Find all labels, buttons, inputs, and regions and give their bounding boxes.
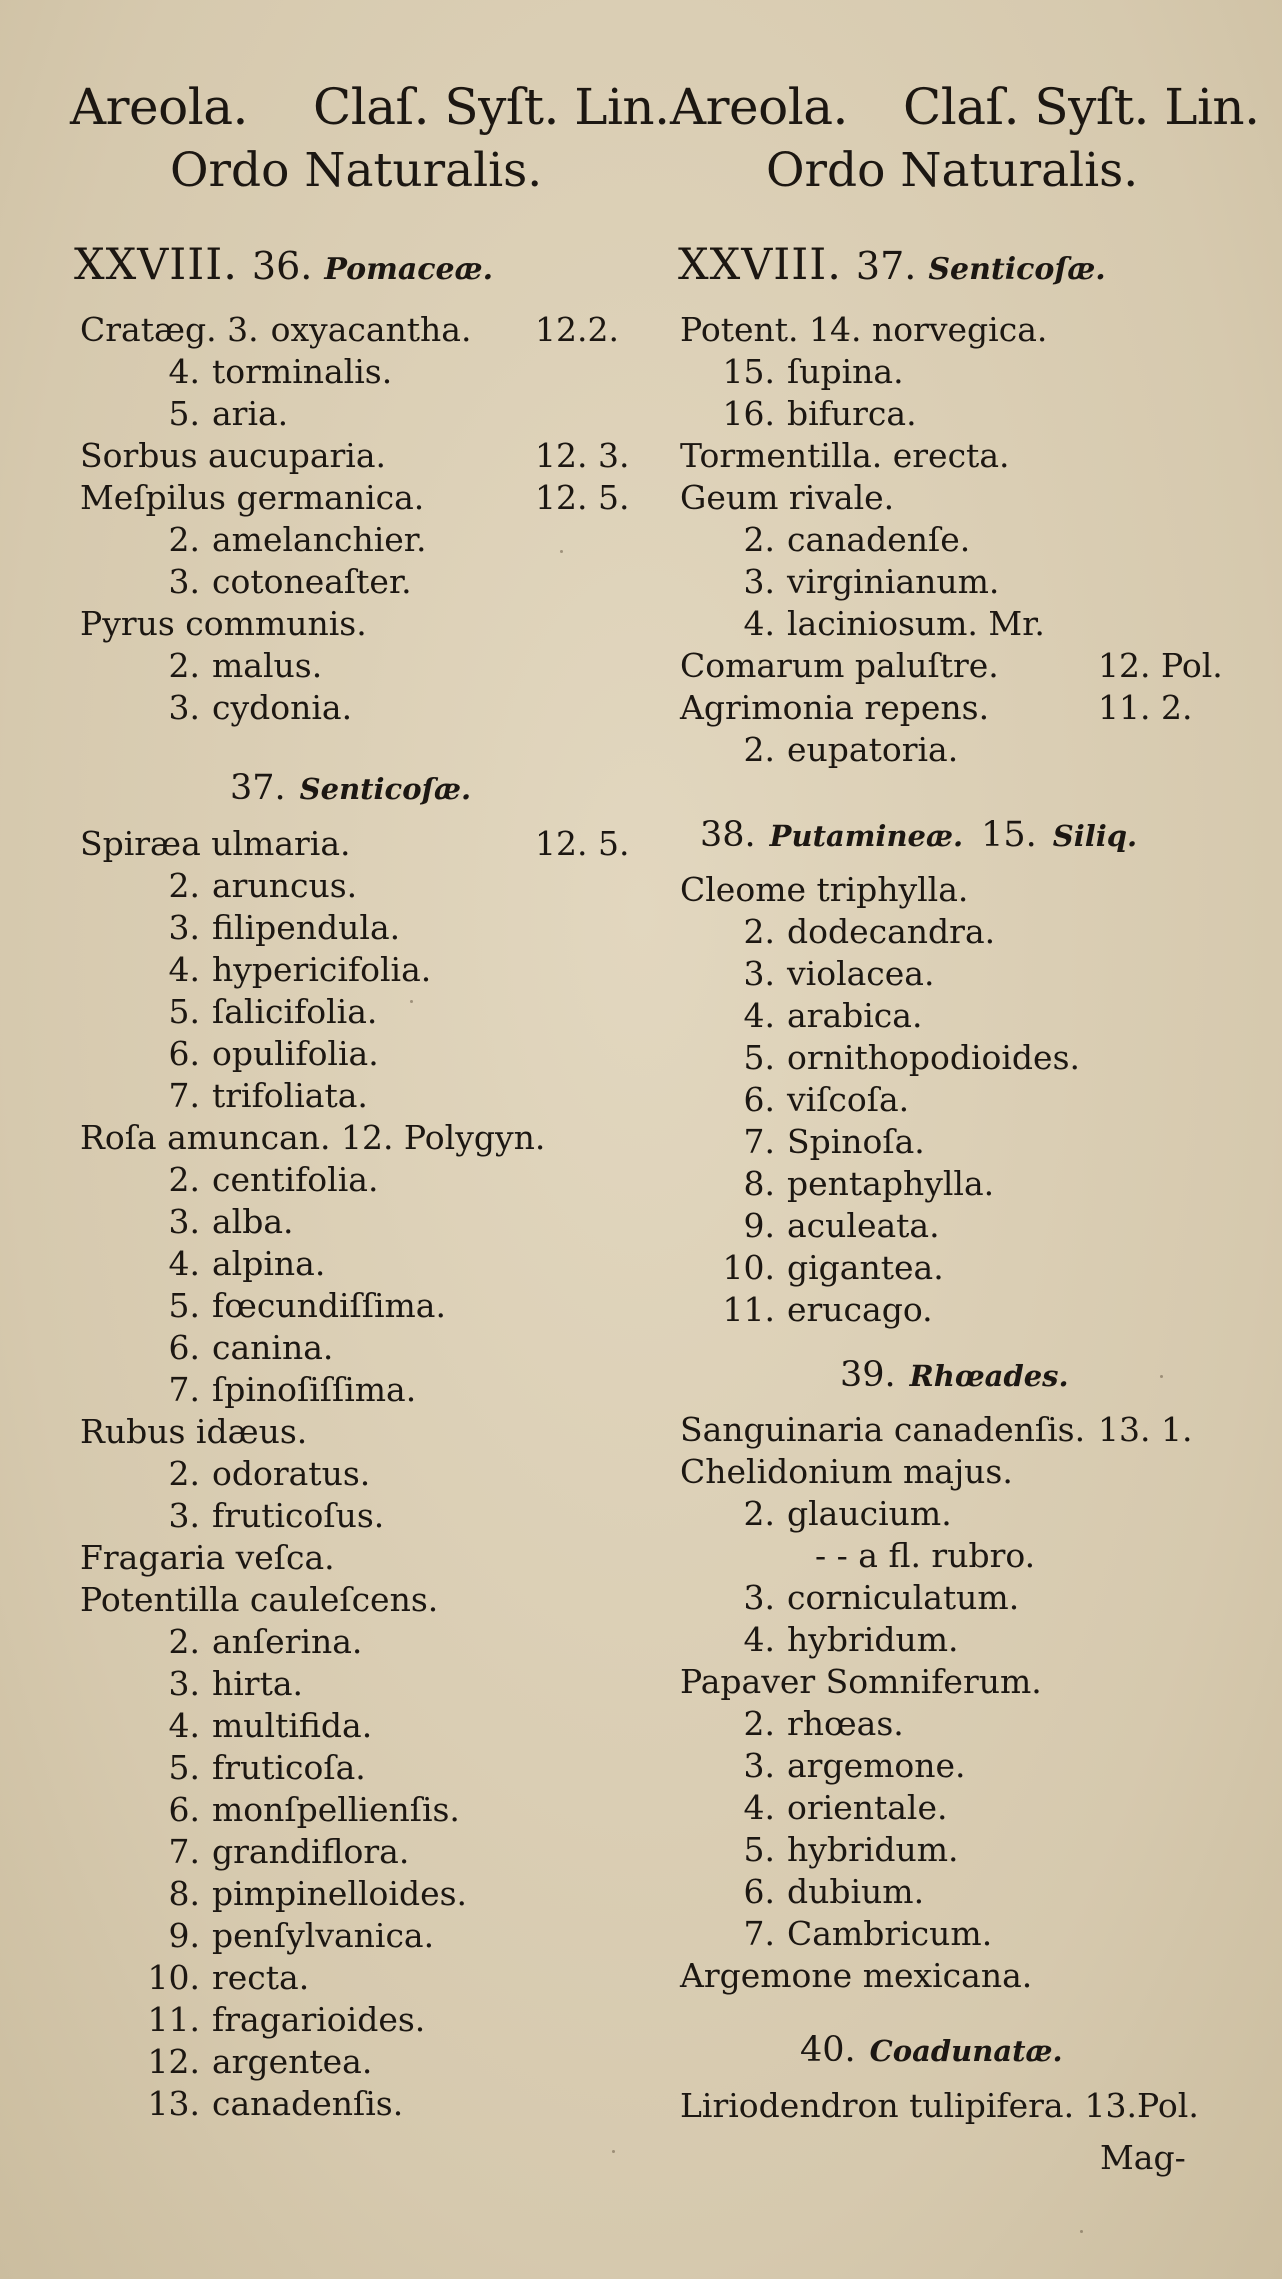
entry-line — [670, 1746, 966, 1785]
right-column — [670, 0, 1270, 2279]
entry-text: fruticoſa. — [212, 1748, 366, 1787]
entry-line — [680, 436, 1010, 475]
entry-index: 3. — [743, 1746, 775, 1785]
entry-class-order: 12. 3. — [535, 436, 630, 475]
entry-index: 6. — [168, 1328, 200, 1367]
paper-speck — [1080, 2230, 1083, 2233]
entry-index: 12. — [147, 2042, 200, 2081]
entry-index: 4. — [743, 996, 775, 1035]
subsection-number: 39. — [840, 1355, 896, 1395]
entry-text: Sanguinaria canadenſis. — [680, 1410, 1086, 1449]
entry-index: 10. — [722, 1248, 775, 1287]
entry-line — [670, 1038, 1081, 1077]
entry-text: hypericifolia. — [212, 950, 432, 989]
entry-line — [70, 1958, 310, 1997]
entry-line — [80, 478, 630, 517]
entry-line — [670, 1122, 925, 1161]
entry-index: 2. — [743, 1704, 775, 1743]
entry-text: multifida. — [212, 1706, 373, 1745]
entry-text: cotoneaſter. — [212, 562, 412, 601]
entry-text: opulifolia. — [212, 1034, 379, 1073]
entry-index: 8. — [168, 1874, 200, 1913]
entry-text: ſalicifolia. — [212, 992, 378, 1031]
class-system-heading: Claſ. Syſt. Lin. — [903, 78, 1260, 136]
entry-text: canadenſis. — [212, 2084, 404, 2123]
entry-text: eupatoria. — [787, 730, 959, 769]
entry-line — [70, 1244, 326, 1283]
entry-text: malus. — [212, 646, 323, 685]
paper-speck — [560, 550, 563, 553]
entry-text: odoratus. — [212, 1454, 371, 1493]
entry-class-order: 12. 5. — [535, 824, 630, 863]
section-heading — [74, 240, 493, 290]
entry-index: 4. — [168, 1706, 200, 1745]
entry-line — [680, 310, 1048, 349]
entry-text: aria. — [212, 394, 289, 433]
entry-text: Potentilla cauleſcens. — [80, 1580, 439, 1619]
subsection-name: Rhœades. — [909, 1359, 1069, 1393]
section-number: 37. — [855, 244, 917, 288]
entry-index: 3. — [168, 1496, 200, 1535]
entry-text: Sorbus aucuparia. — [80, 436, 387, 475]
entry-line — [70, 1076, 368, 1115]
entry-index: 5. — [743, 1830, 775, 1869]
entry-text: pentaphylla. — [787, 1164, 995, 1203]
subsection-number: 40. — [800, 2030, 856, 2070]
ordo-naturalis-heading: Ordo Naturalis. — [766, 143, 1139, 198]
subsection-heading — [230, 768, 471, 808]
entry-text: fruticoſus. — [212, 1496, 385, 1535]
entry-text: Geum rivale. — [680, 478, 895, 517]
entry-index: 6. — [743, 1080, 775, 1119]
entry-class-order: 12. Pol. — [1098, 646, 1223, 685]
entry-index: 5. — [168, 992, 200, 1031]
entry-line — [70, 1664, 304, 1703]
entry-index: 7. — [168, 1076, 200, 1115]
entry-line — [680, 1956, 1033, 1995]
entry-index: 7. — [743, 1914, 775, 1953]
subsection-heading — [840, 1355, 1069, 1395]
paper-speck — [612, 2150, 615, 2153]
entry-line — [670, 1788, 948, 1827]
entry-text: fragarioides. — [212, 2000, 426, 2039]
entry-line — [70, 1622, 363, 1661]
entry-text: Agrimonia repens. — [680, 688, 990, 727]
entry-line — [670, 1704, 904, 1743]
entry-text: filipendula. — [212, 908, 401, 947]
entry-line — [670, 604, 1045, 643]
entry-line — [670, 1494, 952, 1533]
entry-text: ſpinoſiſſima. — [212, 1370, 417, 1409]
entry-line — [670, 730, 959, 769]
entry-text: hirta. — [212, 1664, 304, 1703]
entry-text: penſylvanica. — [212, 1916, 435, 1955]
entry-text: amelanchier. — [212, 520, 427, 559]
entry-line — [70, 1034, 379, 1073]
entry-text: Pyrus communis. — [80, 604, 367, 643]
entry-line — [80, 436, 630, 475]
entry-index: 2. — [743, 912, 775, 951]
section-name: Senticoſæ. — [928, 252, 1106, 287]
entry-line — [70, 1286, 446, 1325]
entry-text: Chelidonium majus. — [680, 1452, 1013, 1491]
entry-text: Spiræa ulmaria. — [80, 824, 351, 863]
entry-line — [70, 1496, 385, 1535]
entry-index: 5. — [168, 1286, 200, 1325]
entry-index: 2. — [168, 1160, 200, 1199]
entry-text: corniculatum. — [787, 1578, 1020, 1617]
catchword: Mag- — [1100, 2138, 1186, 2177]
entry-index: 4. — [743, 604, 775, 643]
entry-text: anſerina. — [212, 1622, 363, 1661]
entry-line — [70, 2084, 404, 2123]
entry-line — [70, 1916, 435, 1955]
entry-index: 16. — [722, 394, 775, 433]
entry-index: 8. — [743, 1164, 775, 1203]
entry-line — [670, 996, 923, 1035]
entry-text: orientale. — [787, 1788, 948, 1827]
subsection-heading — [700, 815, 1137, 855]
ordo-naturalis-heading: Ordo Naturalis. — [170, 143, 543, 198]
entry-class-order: 12.2. — [535, 310, 619, 349]
entry-text: gigantea. — [787, 1248, 944, 1287]
section-heading — [678, 240, 1106, 290]
entry-index: 5. — [168, 1748, 200, 1787]
entry-line — [70, 2000, 426, 2039]
entry-class-order: 12. 5. — [535, 478, 630, 517]
entry-index: 3. — [168, 562, 200, 601]
entry-line — [680, 2086, 1199, 2125]
entry-index: 3. — [743, 1578, 775, 1617]
entry-class-order: 13. 1. — [1098, 1410, 1193, 1449]
entry-text: torminalis. — [212, 352, 393, 391]
paper-speck — [410, 1000, 413, 1003]
class-system-heading: Claſ. Syſt. Lin. — [313, 78, 670, 136]
entry-line — [80, 1412, 308, 1451]
entry-line — [815, 1536, 1036, 1575]
subsection-class: 15. — [981, 815, 1037, 855]
entry-text: arabica. — [787, 996, 923, 1035]
entry-line — [70, 562, 412, 601]
entry-index: 3. — [168, 1664, 200, 1703]
entry-line — [80, 1580, 439, 1619]
entry-text: monſpellienſis. — [212, 1790, 460, 1829]
entry-index: 5. — [743, 1038, 775, 1077]
entry-index: 4. — [168, 950, 200, 989]
entry-line — [70, 1370, 417, 1409]
entry-line — [670, 912, 996, 951]
entry-line — [70, 2042, 373, 2081]
entry-index: 9. — [743, 1206, 775, 1245]
subsection-name: Putamineæ. — [769, 819, 964, 853]
section-roman: XXVIII. — [678, 240, 842, 290]
entry-text: Cleome triphylla. — [680, 870, 969, 909]
entry-line — [70, 394, 289, 433]
entry-text: oxyacantha. — [270, 310, 472, 349]
entry-text: Comarum paluſtre. — [680, 646, 999, 685]
entry-text: Liriodendron tulipifera. 13.Pol. — [680, 2086, 1199, 2125]
entry-line — [670, 562, 1000, 601]
entry-index: 4. — [168, 1244, 200, 1283]
areola-heading: Areola. — [670, 78, 848, 136]
entry-text: alpina. — [212, 1244, 326, 1283]
entry-line — [680, 1662, 1042, 1701]
entry-line — [70, 1328, 334, 1367]
entry-index: 6. — [168, 1790, 200, 1829]
entry-index: 11. — [147, 2000, 200, 2039]
entry-line — [70, 1454, 371, 1493]
entry-text: Meſpilus germanica. — [80, 478, 425, 517]
entry-line — [70, 866, 358, 905]
entry-line — [70, 950, 432, 989]
entry-line — [70, 1202, 294, 1241]
entry-line — [670, 1830, 959, 1869]
entry-index: 6. — [743, 1872, 775, 1911]
entry-text: virginianum. — [787, 562, 1000, 601]
entry-line — [680, 870, 969, 909]
entry-text: Tormentilla. erecta. — [680, 436, 1010, 475]
entry-index: 4. — [743, 1788, 775, 1827]
paper-speck — [1160, 1375, 1163, 1378]
entry-text: dubium. — [787, 1872, 925, 1911]
entry-text: glaucium. — [787, 1494, 952, 1533]
entry-index: 7. — [168, 1370, 200, 1409]
entry-index: 9. — [168, 1916, 200, 1955]
entry-genus-abbrev: Cratæg. 3. — [80, 310, 259, 349]
entry-line — [670, 1290, 933, 1329]
entry-index: 4. — [743, 1620, 775, 1659]
entry-index: 7. — [168, 1832, 200, 1871]
entry-line — [70, 688, 353, 727]
entry-line — [680, 646, 1223, 685]
entry-line — [70, 1832, 410, 1871]
areola-heading: Areola. — [70, 78, 248, 136]
entry-index: 2. — [168, 1454, 200, 1493]
entry-index: 3. — [168, 908, 200, 947]
entry-line — [70, 520, 427, 559]
entry-class-order: 11. 2. — [1098, 688, 1193, 727]
subsection-class-name: Siliq. — [1052, 819, 1138, 853]
entry-text: dodecandra. — [787, 912, 996, 951]
entry-index: 3. — [743, 954, 775, 993]
entry-text: erucago. — [787, 1290, 933, 1329]
entry-index: 3. — [168, 1202, 200, 1241]
entry-index: 2. — [743, 520, 775, 559]
entry-line — [70, 908, 401, 947]
section-roman: XXVIII. — [74, 240, 238, 290]
section-number: 36. — [251, 244, 313, 288]
entry-text: centifolia. — [212, 1160, 379, 1199]
entry-text: - - a fl. rubro. — [815, 1536, 1036, 1575]
entry-text: fœcundiſſima. — [212, 1286, 446, 1325]
entry-index: 3. — [168, 688, 200, 727]
entry-line — [670, 1248, 944, 1287]
entry-line — [680, 1410, 1193, 1449]
entry-text: trifoliata. — [212, 1076, 368, 1115]
entry-index: 2. — [743, 730, 775, 769]
entry-line — [670, 1080, 910, 1119]
entry-text: recta. — [212, 1958, 310, 1997]
entry-text: Argemone mexicana. — [680, 1956, 1033, 1995]
entry-text: ſupina. — [787, 352, 904, 391]
entry-line — [70, 1160, 379, 1199]
entry-text: ornithopodioides. — [787, 1038, 1081, 1077]
entry-text: laciniosum. Mr. — [787, 604, 1045, 643]
entry-text: bifurca. — [787, 394, 917, 433]
entry-line — [80, 310, 619, 349]
entry-text: hybridum. — [787, 1620, 959, 1659]
section-name: Pomaceæ. — [324, 252, 494, 287]
entry-text: argentea. — [212, 2042, 373, 2081]
entry-index: 7. — [743, 1122, 775, 1161]
entry-text: cydonia. — [212, 688, 353, 727]
entry-index: 2. — [168, 866, 200, 905]
entry-index: 5. — [168, 394, 200, 433]
subsection-heading — [800, 2030, 1063, 2070]
entry-text: Roſa amuncan. 12. Polygyn. — [80, 1118, 546, 1157]
entry-text: viſcoſa. — [787, 1080, 910, 1119]
subsection-number: 37. — [230, 768, 286, 808]
entry-index: 4. — [168, 352, 200, 391]
subsection-number: 38. — [700, 815, 756, 855]
entry-line — [80, 604, 367, 643]
entry-text: argemone. — [787, 1746, 966, 1785]
entry-line — [670, 1620, 959, 1659]
entry-index: 3. — [743, 562, 775, 601]
entry-text: aruncus. — [212, 866, 358, 905]
entry-text: grandiflora. — [212, 1832, 410, 1871]
entry-line — [70, 1706, 373, 1745]
entry-line — [80, 1538, 335, 1577]
entry-index: 13. — [147, 2084, 200, 2123]
entry-line — [670, 1164, 995, 1203]
entry-line — [680, 1452, 1013, 1491]
entry-text: aculeata. — [787, 1206, 940, 1245]
entry-index: 2. — [168, 646, 200, 685]
entry-index: 6. — [168, 1034, 200, 1073]
entry-text: hybridum. — [787, 1830, 959, 1869]
entry-line — [70, 1790, 460, 1829]
entry-line — [70, 1874, 468, 1913]
entry-text: canadenſe. — [787, 520, 971, 559]
entry-text: Spinoſa. — [787, 1122, 925, 1161]
entry-line — [670, 954, 935, 993]
entry-line — [670, 1578, 1020, 1617]
entry-text: Fragaria veſca. — [80, 1538, 335, 1577]
entry-line — [680, 688, 1193, 727]
entry-text: alba. — [212, 1202, 294, 1241]
left-column — [70, 0, 670, 2279]
subsection-name: Senticoſæ. — [299, 772, 472, 806]
entry-line — [670, 352, 904, 391]
entry-line — [670, 1872, 925, 1911]
entry-line — [80, 1118, 546, 1157]
entry-index: 11. — [722, 1290, 775, 1329]
entry-text: rhœas. — [787, 1704, 904, 1743]
entry-index: 2. — [168, 1622, 200, 1661]
entry-line — [80, 824, 630, 863]
entry-line — [70, 992, 378, 1031]
entry-line — [680, 478, 895, 517]
entry-line — [70, 352, 393, 391]
subsection-name: Coadunatæ. — [869, 2034, 1063, 2068]
entry-text: canina. — [212, 1328, 334, 1367]
entry-text: violacea. — [787, 954, 935, 993]
entry-line — [70, 646, 323, 685]
entry-line — [670, 1914, 993, 1953]
entry-text: pimpinelloides. — [212, 1874, 468, 1913]
entry-text: Rubus idæus. — [80, 1412, 308, 1451]
entry-line — [670, 1206, 940, 1245]
entry-text: Potent. 14. norvegica. — [680, 310, 1048, 349]
entry-text: Papaver Somniferum. — [680, 1662, 1042, 1701]
entry-index: 10. — [147, 1958, 200, 1997]
entry-index: 2. — [168, 520, 200, 559]
entry-line — [670, 394, 917, 433]
entry-index: 15. — [722, 352, 775, 391]
entry-index: 2. — [743, 1494, 775, 1533]
entry-text: Cambricum. — [787, 1914, 993, 1953]
entry-line — [70, 1748, 366, 1787]
entry-line — [670, 520, 971, 559]
